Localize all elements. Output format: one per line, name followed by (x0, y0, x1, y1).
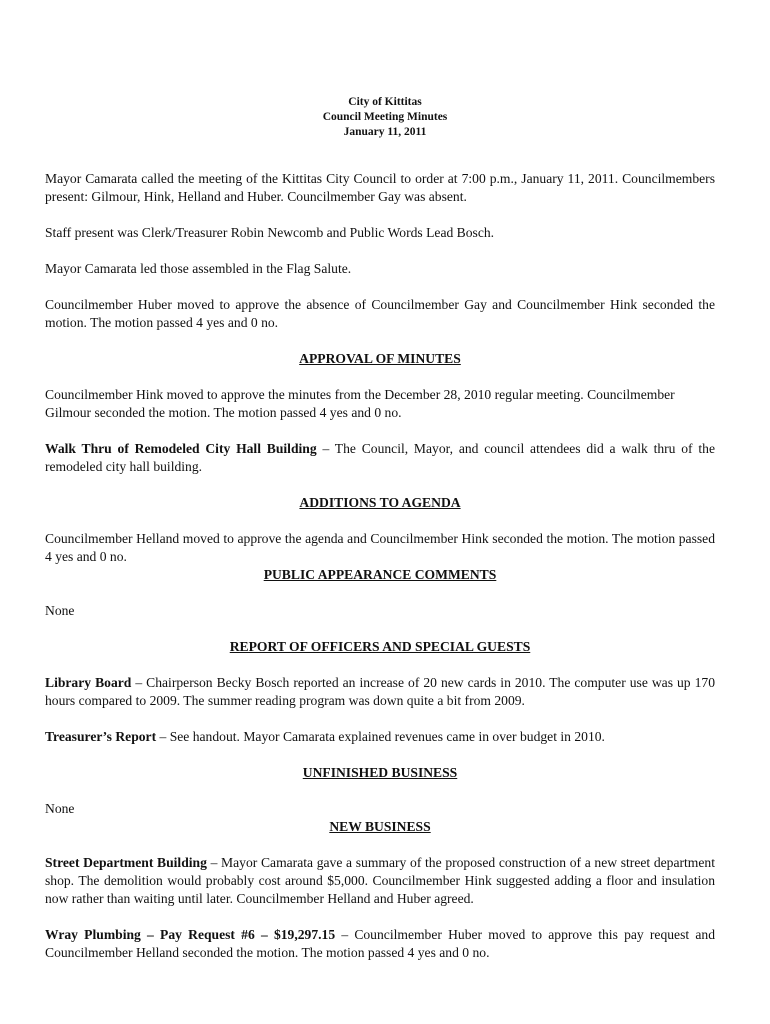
street-department-text: – Mayor Camarata gave a summary of the proposed construction of a new street department shop. The demolition would probably cost around $5,000. Councilmember Hink suggested adding a floor and insulation now rather than waiting until later. Councilmember Helland and Huber agreed. (45, 855, 715, 906)
treasurer-report-title: Treasurer’s Report (45, 729, 157, 744)
additions-to-agenda-paragraph: Councilmember Helland moved to approve the agenda and Councilmember Hink seconded the motion. The motion passed 4 yes and 0 no. (45, 531, 715, 564)
street-department-title: Street Department Building (45, 855, 207, 870)
wray-plumbing-title: Wray Plumbing – Pay Request #6 – $19,297.15 (45, 927, 336, 942)
approval-of-minutes-heading: APPROVAL OF MINUTES (299, 351, 461, 366)
walk-thru-text: – The Council, Mayor, and council attendees did a walk thru of the remodeled city hall building. (45, 441, 715, 474)
street-department-paragraph (45, 854, 715, 908)
approval-of-minutes-paragraph: Councilmember Hink moved to approve the minutes from the December 28, 2010 regular meeting. Councilmember Gilmour seconded the motion. The motion passed 4 yes and 0 no. (45, 387, 675, 420)
public-appearance-text: None (45, 603, 75, 618)
wray-plumbing-paragraph (45, 926, 715, 962)
library-board-paragraph (45, 674, 715, 710)
document-header (0, 95, 770, 140)
meeting-date: January 11, 2011 (343, 126, 427, 138)
public-appearance-heading: PUBLIC APPEARANCE COMMENTS (263, 567, 497, 582)
library-board-title: Library Board (45, 675, 132, 690)
unfinished-business-text: None (45, 801, 75, 816)
library-board-text: – Chairperson Becky Bosch reported an increase of 20 new cards in 2010. The computer use was up 170 hours compared to 2009. The summer reading program was down quite a bit from 2009. (45, 675, 716, 708)
unfinished-business-heading: UNFINISHED BUSINESS (302, 765, 458, 780)
report-of-officers-heading: REPORT OF OFFICERS AND SPECIAL GUESTS (229, 639, 531, 654)
treasurer-report-paragraph (45, 728, 715, 746)
document-body (45, 170, 715, 980)
flag-salute-paragraph: Mayor Camarata led those assembled in the Flag Salute. (45, 261, 352, 276)
staff-present-paragraph: Staff present was Clerk/Treasurer Robin Newcomb and Public Words Lead Bosch. (45, 225, 495, 240)
new-business-heading: NEW BUSINESS (329, 819, 431, 834)
additions-to-agenda-heading: ADDITIONS TO AGENDA (299, 495, 461, 510)
treasurer-report-text: – See handout. Mayor Camarata explained revenues came in over budget in 2010. (156, 729, 605, 744)
walk-thru-title: Walk Thru of Remodeled City Hall Building (45, 441, 317, 456)
call-to-order-paragraph: Mayor Camarata called the meeting of the Kittitas City Council to order at 7:00 p.m., January 11, 2011. Councilmembers present: Gilmour, Hink, Helland and Huber. Councilmember Gay was absent. (45, 171, 715, 204)
walk-thru-paragraph (45, 440, 715, 476)
document-title: Council Meeting Minutes (322, 111, 448, 123)
city-name: City of Kittitas (348, 96, 422, 108)
wray-plumbing-text: – Councilmember Huber moved to approve this pay request and Councilmember Helland seconded the motion. The motion passed 4 yes and 0 no. (45, 927, 715, 960)
absence-motion-paragraph: Councilmember Huber moved to approve the absence of Councilmember Gay and Councilmember Hink seconded the motion. The motion passed 4 yes and 0 no. (45, 297, 715, 330)
